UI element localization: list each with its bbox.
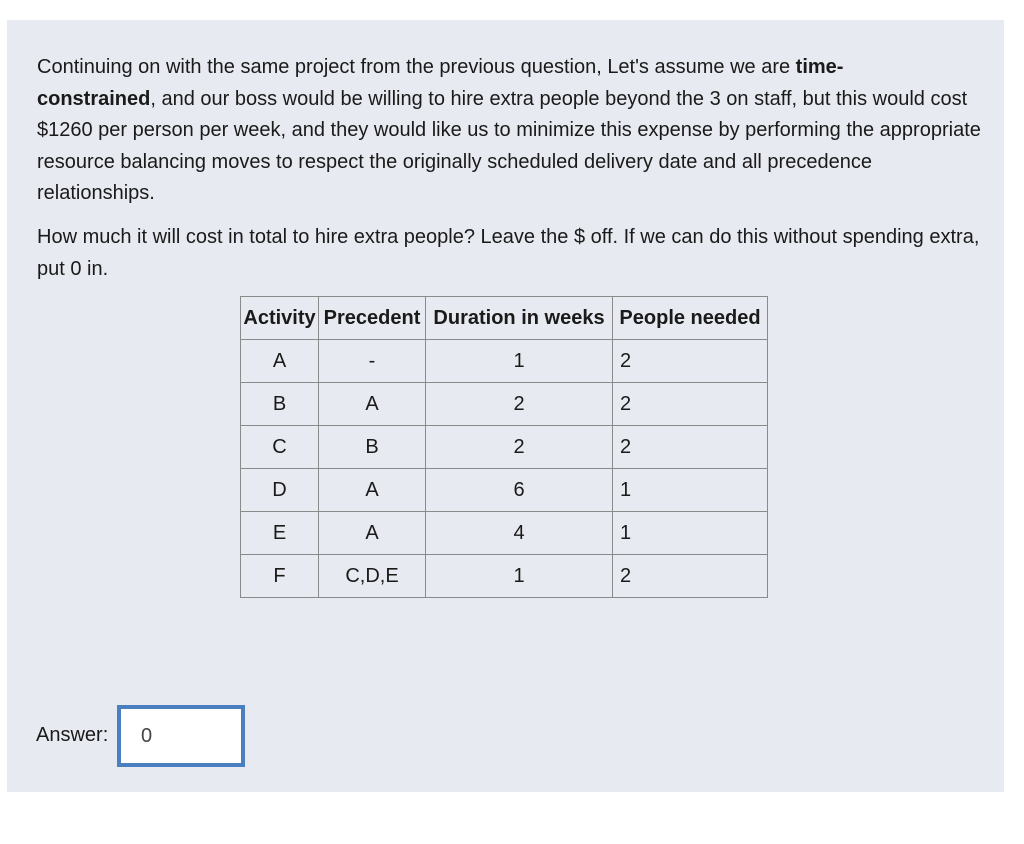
cell-people: 2: [613, 426, 768, 469]
cell-activity: D: [241, 469, 319, 512]
cell-precedent: A: [319, 469, 426, 512]
table-row: [241, 555, 768, 598]
cell-people: 2: [613, 340, 768, 383]
cell-duration: 2: [426, 383, 613, 426]
table-header-row: [241, 297, 768, 340]
cell-precedent: A: [319, 383, 426, 426]
cell-activity: C: [241, 426, 319, 469]
cell-duration: 1: [426, 555, 613, 598]
emphasis-constrained: constrained: [37, 87, 151, 110]
answer-input[interactable]: [117, 705, 245, 767]
cell-activity: E: [241, 512, 319, 555]
table-row: [241, 383, 768, 426]
cell-people: 1: [613, 469, 768, 512]
cell-activity: A: [241, 340, 319, 383]
answer-label: Answer:: [36, 724, 109, 746]
cell-people: 1: [613, 512, 768, 555]
cell-precedent: C,D,E: [319, 555, 426, 598]
question-prompt: How much it will cost in total to hire extra people? Leave the $ off. If we can do this without spending extra, put 0 in.: [37, 226, 980, 280]
table-row: [241, 340, 768, 383]
cell-precedent: A: [319, 512, 426, 555]
table-row: [241, 426, 768, 469]
header-people: People needed: [613, 297, 768, 340]
question-text-part: Continuing on with the same project from the previous question, Let's assume we are: [37, 56, 796, 78]
header-activity: Activity: [241, 297, 319, 340]
cell-activity: B: [241, 383, 319, 426]
cell-precedent: B: [319, 426, 426, 469]
cell-duration: 1: [426, 340, 613, 383]
cell-duration: 4: [426, 512, 613, 555]
header-duration: Duration in weeks: [426, 297, 613, 340]
header-precedent: Precedent: [319, 297, 426, 340]
question-text: [37, 52, 982, 210]
emphasis-time: time-: [795, 56, 844, 78]
table-row: [241, 469, 768, 512]
cell-duration: 2: [426, 426, 613, 469]
question-panel: [7, 20, 1004, 792]
activity-table: [240, 296, 768, 598]
cell-duration: 6: [426, 469, 613, 512]
cell-people: 2: [613, 555, 768, 598]
table-row: [241, 512, 768, 555]
cell-people: 2: [613, 383, 768, 426]
question-text-part: , and our boss would be willing to hire extra people beyond the 3 on staff, but this would cost $1260 per person per week, and they would like us to minimize this expense by performing the appropriate resource balancing moves to respect the originally scheduled delivery date and all precedence relationships.: [37, 87, 981, 204]
cell-precedent: -: [319, 340, 426, 383]
cell-activity: F: [241, 555, 319, 598]
